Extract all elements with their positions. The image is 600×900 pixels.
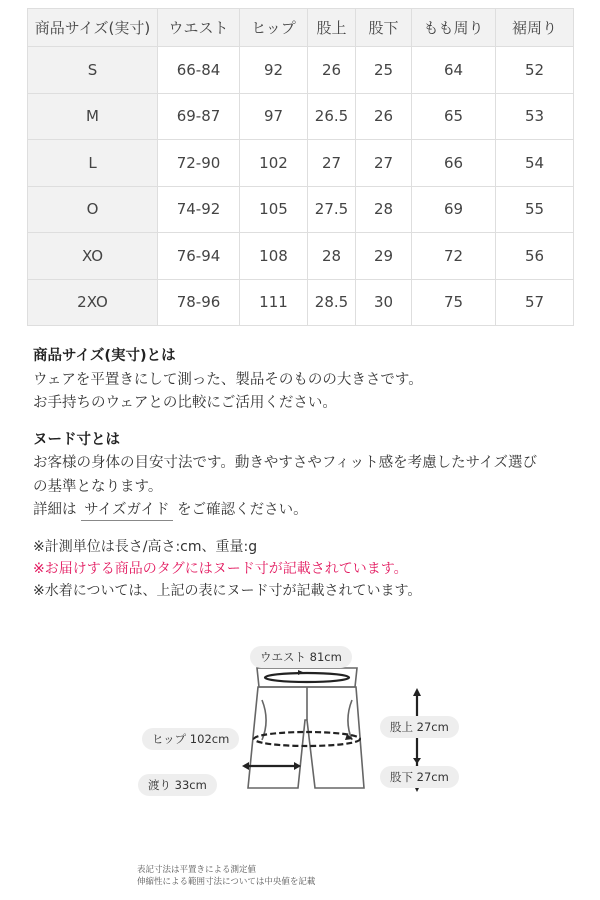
waist-arrowhead-icon [298,670,304,675]
size-guide-line [33,499,563,523]
table-cell: 65 [412,93,496,140]
measurement-notes [33,536,563,602]
size-label: S [28,47,158,94]
table-cell: 28 [356,186,412,233]
table-cell: 66-84 [158,47,240,94]
table-cell: 78-96 [158,279,240,326]
table-cell: 30 [356,279,412,326]
table-row [28,186,574,233]
footnote-line: 伸縮性による範囲寸法については中央値を記載 [137,877,316,887]
waist-label: ウエスト 81cm [250,646,352,668]
table-cell: 64 [412,47,496,94]
table-cell: 72 [412,233,496,280]
table-cell: 25 [356,47,412,94]
table-cell: 52 [496,47,574,94]
header-thigh: もも周り [412,9,496,47]
table-cell: 111 [240,279,308,326]
table-cell: 108 [240,233,308,280]
table-cell: 69 [412,186,496,233]
thigh-arrowhead-left-icon [242,762,249,770]
tag-note: ※お届けする商品のタグにはヌード寸が記載されています。 [33,560,408,577]
table-row [28,93,574,140]
table-cell: 92 [240,47,308,94]
table-cell: 56 [496,233,574,280]
size-table-header-row [28,9,574,47]
hip-label: ヒップ 102cm [142,728,239,750]
table-cell: 29 [356,233,412,280]
size-label: 2XO [28,279,158,326]
swimwear-note: ※水着については、上記の表にヌード寸が記載されています。 [33,582,422,599]
nude-size-description: お客様の身体の目安寸法です。動きやすさやフィット感を考慮したサイズ選び [33,455,538,471]
size-label: M [28,93,158,140]
header-hip: ヒップ [240,9,308,47]
size-notes [33,345,563,615]
table-cell: 27 [308,140,356,187]
size-label: O [28,186,158,233]
unit-note: ※計測単位は長さ/高さ:cm、重量:g [33,538,258,555]
actual-size-section [33,345,563,416]
table-cell: 28.5 [308,279,356,326]
table-cell: 69-87 [158,93,240,140]
footnote-line: 表記寸法は平置きによる測定値 [137,865,257,875]
nude-size-section [33,429,563,523]
table-cell: 72-90 [158,140,240,187]
table-cell: 75 [412,279,496,326]
table-row [28,279,574,326]
inseam-label: 股下 27cm [380,766,459,788]
detail-suffix: をご確認ください。 [177,502,308,518]
rise-bottom-arrowhead-icon [413,758,421,764]
actual-size-description: お手持ちのウェアとの比較にご活用ください。 [33,395,337,411]
table-cell: 97 [240,93,308,140]
nude-size-heading: ヌード寸とは [33,431,120,448]
table-cell: 57 [496,279,574,326]
rise-arrowhead-icon [413,688,421,696]
header-waist: ウエスト [158,9,240,47]
table-cell: 53 [496,93,574,140]
table-cell: 66 [412,140,496,187]
table-cell: 105 [240,186,308,233]
nude-size-description: の基準となります。 [33,478,163,495]
size-table [27,8,574,326]
size-label: XO [28,233,158,280]
table-cell: 28 [308,233,356,280]
table-row [28,47,574,94]
actual-size-heading: 商品サイズ(実寸)とは [33,348,176,364]
table-cell: 74-92 [158,186,240,233]
measurement-diagram [130,640,470,840]
table-cell: 26 [356,93,412,140]
size-label: L [28,140,158,187]
detail-prefix: 詳細は [33,502,77,518]
header-rise: 股上 [308,9,356,47]
diagram-footnote [137,864,315,888]
table-cell: 26.5 [308,93,356,140]
actual-size-description: ウェアを平置きにして測った、製品そのものの大きさです。 [33,371,423,388]
table-cell: 55 [496,186,574,233]
table-cell: 54 [496,140,574,187]
table-cell: 26 [308,47,356,94]
table-cell: 27 [356,140,412,187]
rise-label: 股上 27cm [380,716,459,738]
size-guide-link[interactable]: サイズガイド [81,501,172,521]
table-cell: 102 [240,140,308,187]
table-row [28,233,574,280]
thigh-label: 渡り 33cm [138,774,217,796]
header-hem: 裾周り [496,9,574,47]
table-row [28,140,574,187]
table-cell: 76-94 [158,233,240,280]
header-inseam: 股下 [356,9,412,47]
table-cell: 27.5 [308,186,356,233]
header-product-size: 商品サイズ(実寸) [28,9,158,47]
